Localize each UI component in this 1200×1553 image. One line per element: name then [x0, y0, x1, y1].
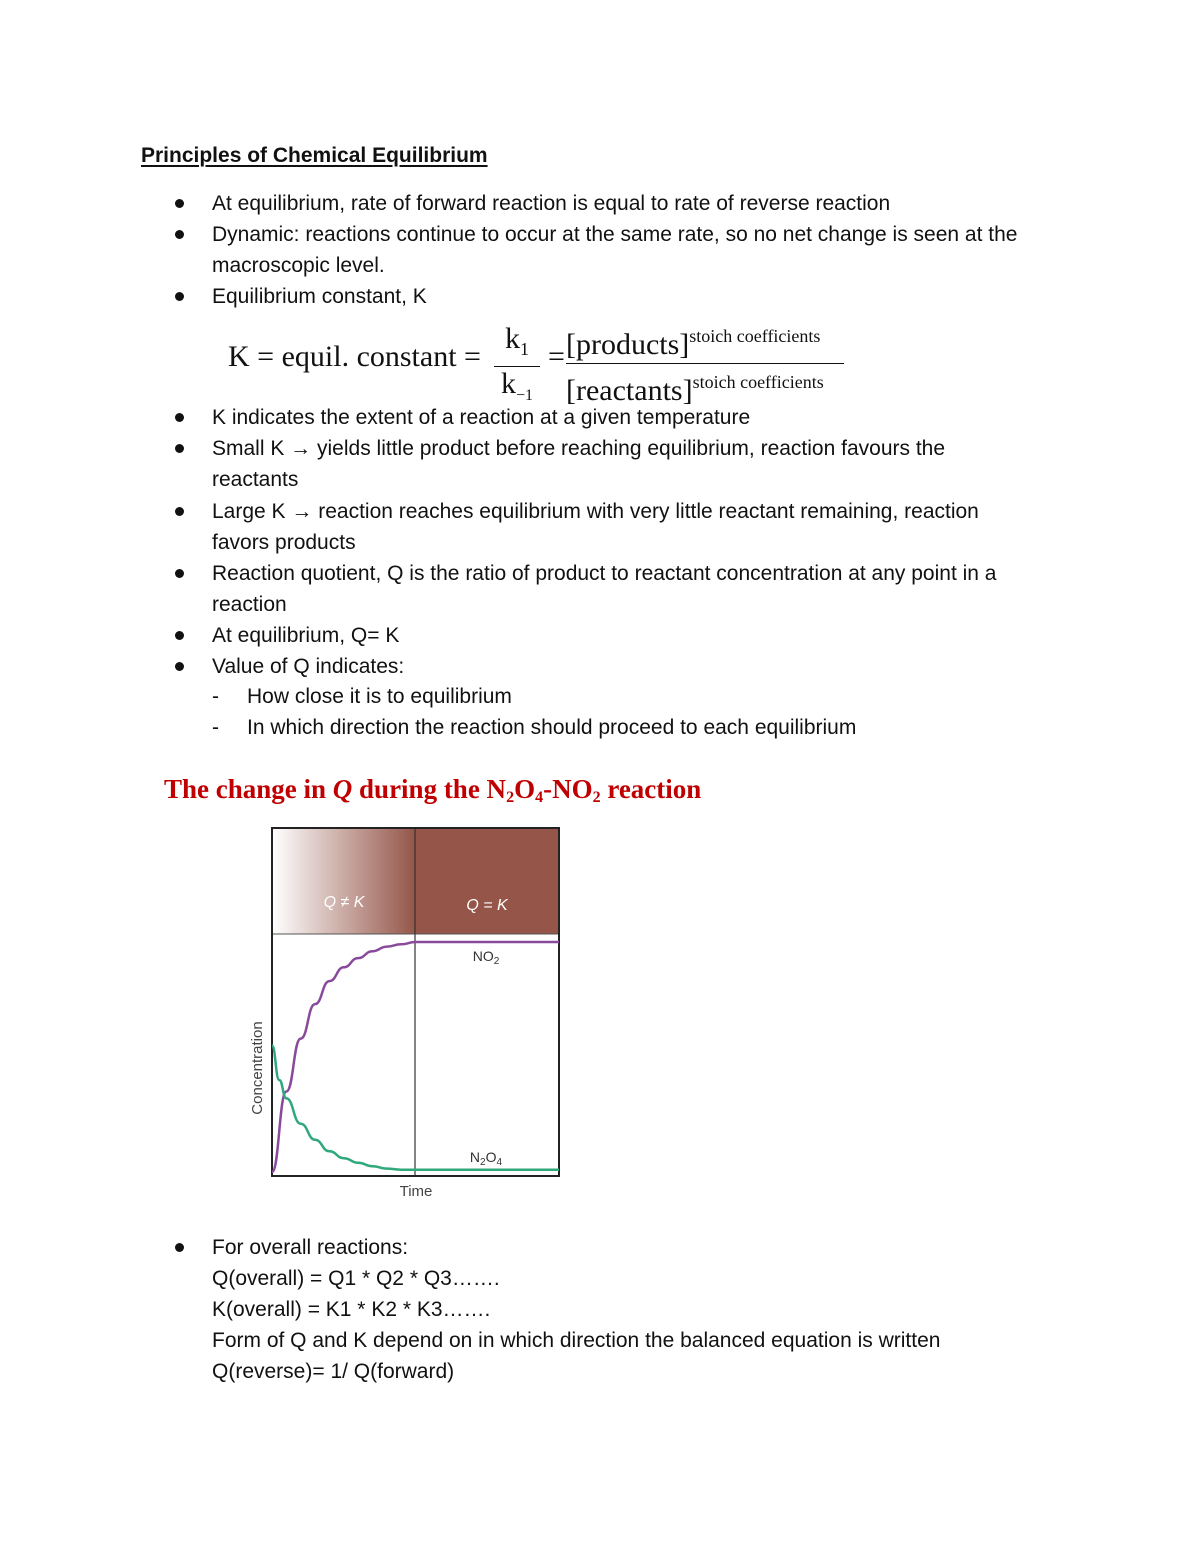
formula-line: Q(reverse)= 1/ Q(forward) — [212, 1360, 455, 1383]
list-item: Reaction quotient, Q is the ratio of product to reactant concentration at any point in a reaction — [212, 562, 997, 616]
list-item: At equilibrium, rate of forward reaction is equal to rate of reverse reaction — [212, 192, 891, 215]
bullet-dot — [175, 569, 184, 578]
page-title: Principles of Chemical Equilibrium — [141, 144, 488, 167]
bullet-dot — [175, 413, 184, 422]
bullet-dot — [175, 444, 184, 453]
formula-line: Form of Q and K depend on in which direction the balanced equation is written — [212, 1329, 941, 1352]
list-item: Dynamic: reactions continue to occur at the same rate, so no net change is seen at the macroscopic level. — [212, 223, 1018, 277]
denominator: [reactants]$^{stoich coefficients}$ — [566, 372, 824, 407]
list-item: At equilibrium, Q= K — [212, 624, 400, 647]
formula-line: Q(overall) = Q1 * Q2 * Q3……. — [212, 1267, 500, 1290]
concentration-chart — [240, 820, 570, 1205]
n2o4-series-label: $N_2O_4$ — [469, 1149, 503, 1168]
list-item: Value of Q indicates: — [212, 655, 405, 678]
bullet-dot — [175, 507, 184, 516]
list-item: Small K → yields little product before reaching equilibrium, reaction favours the reactants — [212, 437, 946, 491]
numerator: $k_1$ — [505, 322, 529, 359]
equilibrium-constant-equation — [228, 318, 868, 407]
region-equilibrium-bg — [415, 828, 559, 934]
region-label-not-equal: Q ≠ K — [323, 894, 365, 911]
region-label-equal: Q = K — [466, 897, 508, 914]
sub-list-item: How close it is to equilibrium — [247, 685, 512, 708]
list-item: Large K → reaction reaches equilibrium with very little reactant remaining, reaction favors products — [212, 500, 979, 554]
bullet-dot — [175, 230, 184, 239]
list-item: K indicates the extent of a reaction at a given temperature — [212, 406, 751, 429]
no2-series-label: $NO_2$ — [472, 948, 500, 967]
bullet-dot — [175, 631, 184, 640]
rate-constant-fraction — [494, 322, 540, 413]
concentration-fraction — [566, 318, 844, 409]
dash-marker: - — [212, 716, 219, 739]
sub-list-item: In which direction the reaction should proceed to each equilibrium — [247, 716, 857, 739]
chart-svg — [240, 820, 570, 1205]
equation-lhs: K = equil. constant = — [228, 340, 481, 373]
region-not-equilibrium-bg — [272, 828, 415, 934]
bullet-dot — [175, 662, 184, 671]
bullet-dot — [175, 199, 184, 208]
list-item: Equilibrium constant, K — [212, 285, 427, 308]
bullet-dot — [175, 1243, 184, 1252]
chart-heading: The change in Q during the $N_2O_4-NO_2$ reaction — [164, 774, 702, 806]
bullet-dot — [175, 292, 184, 301]
formula-line: K(overall) = K1 * K2 * K3……. — [212, 1298, 491, 1321]
dash-marker: - — [212, 685, 219, 708]
numerator: [products]$^{stoich coefficients}$ — [566, 326, 821, 361]
list-item: For overall reactions: — [212, 1236, 409, 1259]
y-axis-label: Concentration — [249, 1021, 266, 1115]
x-axis-label: Time — [399, 1183, 433, 1200]
equals-sign: = — [548, 340, 565, 373]
denominator: $k_{-1}$ — [500, 367, 534, 404]
